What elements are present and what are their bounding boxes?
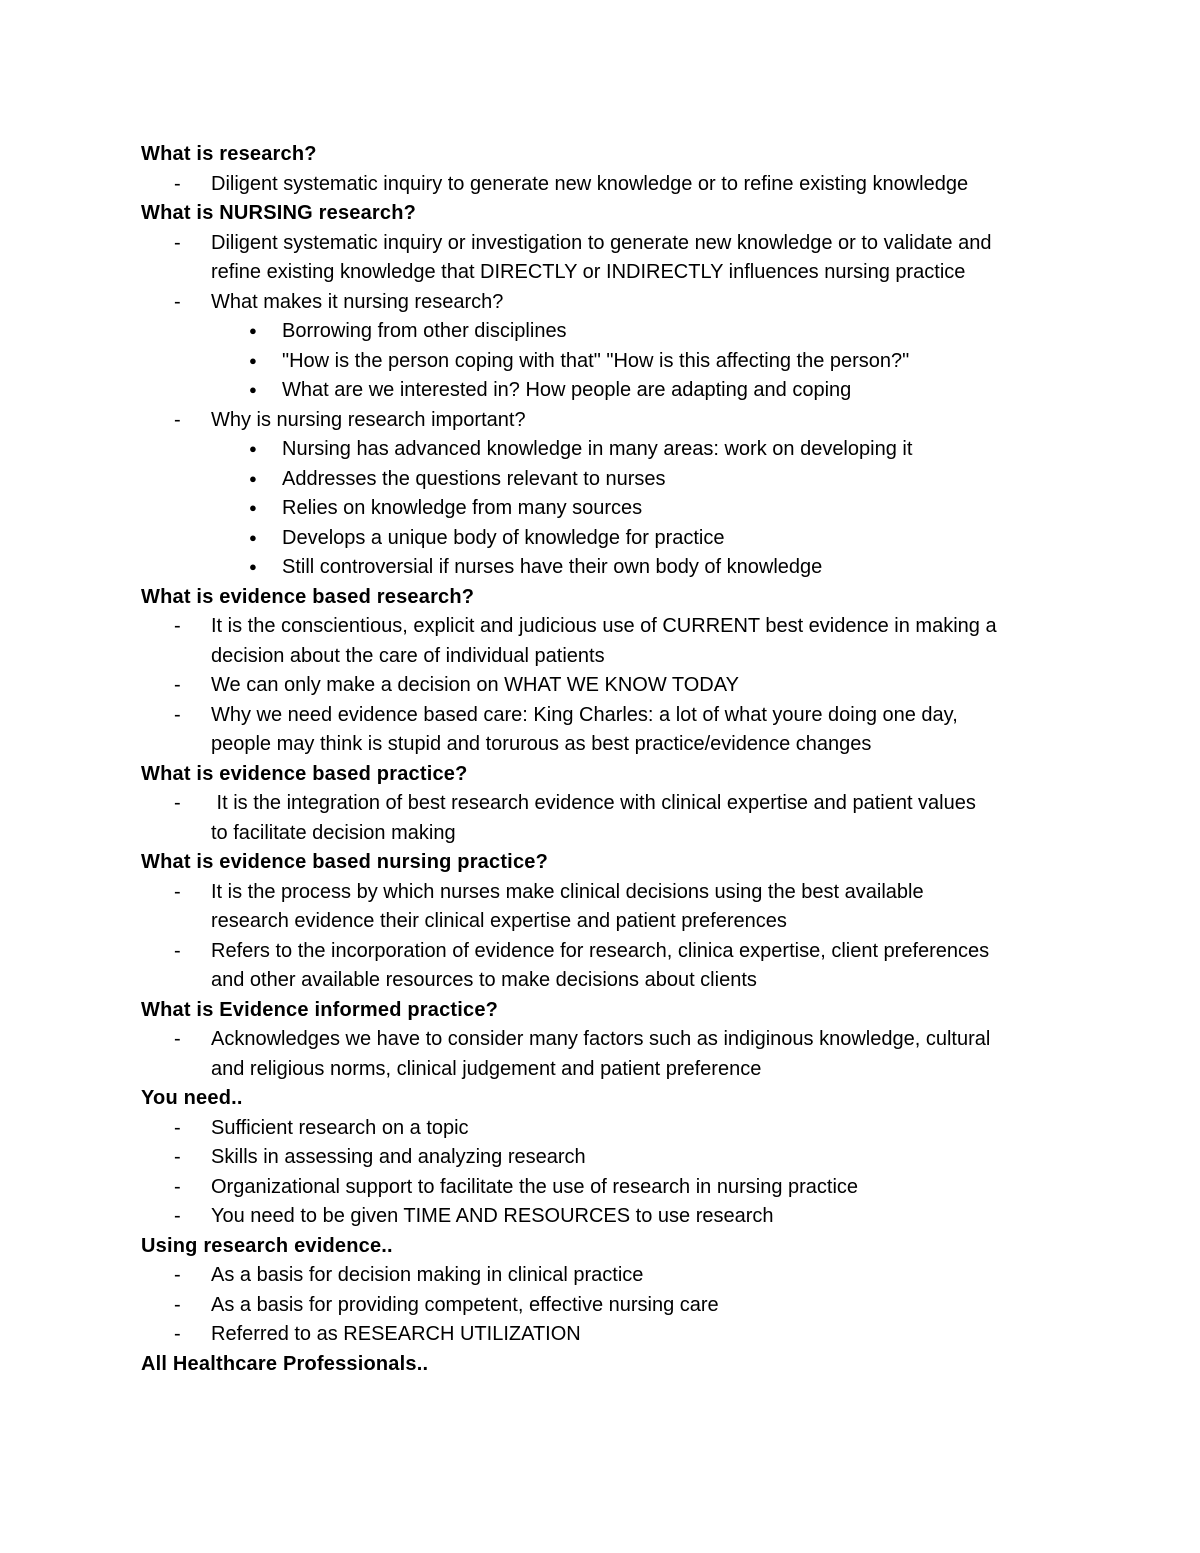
dash-marker: - bbox=[174, 231, 181, 254]
section-heading bbox=[141, 583, 1101, 613]
section-heading bbox=[141, 140, 1101, 170]
line-text: people may think is stupid and torurous as best practice/evidence changes bbox=[211, 733, 872, 755]
line-text: Relies on knowledge from many sources bbox=[282, 497, 643, 519]
heading-text: What is research? bbox=[141, 143, 317, 165]
dash-list-item bbox=[141, 937, 1101, 967]
dash-list-item bbox=[141, 170, 1101, 200]
line-text: and religious norms, clinical judgement and patient preference bbox=[211, 1057, 762, 1080]
bullet-marker: ● bbox=[249, 470, 257, 486]
heading-text: What is NURSING research? bbox=[141, 202, 417, 224]
dash-list-item bbox=[141, 406, 1101, 436]
line-text: It is the process by which nurses make clinical decisions using the best available bbox=[211, 880, 924, 903]
line-text: Why we need evidence based care: King Charles: a lot of what youre doing one day, bbox=[211, 703, 958, 726]
dash-marker: - bbox=[174, 939, 181, 962]
line-text: refine existing knowledge that DIRECTLY or INDIRECTLY influences nursing practice bbox=[211, 261, 966, 283]
line-text: Acknowledges we have to consider many factors such as indiginous knowledge, cultural bbox=[211, 1028, 991, 1050]
section-heading bbox=[141, 848, 1101, 878]
line-text: You need to be given TIME AND RESOURCES to use research bbox=[211, 1205, 774, 1227]
dash-marker: - bbox=[174, 290, 181, 313]
heading-text: What is evidence based research? bbox=[141, 585, 475, 608]
dash-marker: - bbox=[174, 408, 181, 431]
dash-list-item bbox=[141, 878, 1101, 908]
dash-list-item bbox=[141, 789, 1101, 819]
bullet-marker: ● bbox=[249, 441, 257, 456]
line-text: Addresses the questions relevant to nurses bbox=[282, 467, 666, 490]
line-text: decision about the care of individual patients bbox=[211, 644, 605, 667]
dash-list-item bbox=[141, 1320, 1101, 1350]
bullet-list-item bbox=[141, 553, 1101, 583]
section-heading bbox=[141, 1350, 1101, 1380]
dash-marker: - bbox=[174, 880, 181, 903]
section-heading bbox=[141, 1084, 1101, 1114]
bullet-list-item bbox=[141, 347, 1101, 377]
line-text: Borrowing from other disciplines bbox=[282, 320, 567, 342]
bullet-list-item bbox=[141, 376, 1101, 406]
line-text: to facilitate decision making bbox=[211, 821, 456, 844]
line-text: Skills in assessing and analyzing research bbox=[211, 1146, 586, 1168]
section-heading bbox=[141, 996, 1101, 1026]
line-text: As a basis for providing competent, effective nursing care bbox=[211, 1293, 719, 1316]
dash-marker: - bbox=[174, 1175, 181, 1198]
line-text: Diligent systematic inquiry or investigation to generate new knowledge or to validate and bbox=[211, 231, 992, 254]
bullet-marker: ● bbox=[249, 382, 257, 397]
line-text: Still controversial if nurses have their own body of knowledge bbox=[282, 556, 823, 578]
list-item-continuation bbox=[141, 1055, 1101, 1085]
dash-list-item bbox=[141, 701, 1101, 731]
line-text: "How is the person coping with that" "How is this affecting the person?" bbox=[282, 349, 910, 372]
dash-list-item bbox=[141, 229, 1101, 259]
line-text: Diligent systematic inquiry to generate new knowledge or to refine existing knowledge bbox=[211, 172, 969, 195]
list-item-continuation bbox=[141, 642, 1101, 672]
dash-list-item bbox=[141, 1173, 1101, 1203]
bullet-marker: ● bbox=[249, 500, 257, 515]
line-text: It is the conscientious, explicit and judicious use of CURRENT best evidence in making a bbox=[211, 615, 997, 637]
dash-marker: - bbox=[174, 615, 181, 637]
line-text: and other available resources to make decisions about clients bbox=[211, 969, 757, 991]
line-text: Sufficient research on a topic bbox=[211, 1116, 469, 1139]
bullet-list-item bbox=[141, 524, 1101, 554]
bullet-marker: ● bbox=[249, 529, 257, 545]
list-item-continuation bbox=[141, 966, 1101, 996]
heading-text: What is Evidence informed practice? bbox=[141, 998, 499, 1021]
dash-marker: - bbox=[174, 172, 181, 195]
list-item-continuation bbox=[141, 907, 1101, 937]
dash-list-item bbox=[141, 1261, 1101, 1291]
bullet-list-item bbox=[141, 465, 1101, 495]
dash-marker: - bbox=[174, 1146, 181, 1168]
line-text: Referred to as RESEARCH UTILIZATION bbox=[211, 1323, 581, 1345]
list-item-continuation bbox=[141, 819, 1101, 849]
dash-marker: - bbox=[174, 1116, 181, 1139]
line-text: It is the integration of best research evidence with clinical expertise and patient values bbox=[211, 792, 976, 814]
line-text: Why is nursing research important? bbox=[211, 408, 526, 431]
line-text: Refers to the incorporation of evidence for research, clinica expertise, client preferences bbox=[211, 939, 990, 962]
dash-list-item bbox=[141, 288, 1101, 318]
heading-text: All Healthcare Professionals.. bbox=[141, 1352, 429, 1375]
section-heading bbox=[141, 760, 1101, 790]
list-item-continuation bbox=[141, 258, 1101, 288]
dash-marker: - bbox=[174, 1264, 181, 1286]
line-text: What are we interested in? How people are adapting and coping bbox=[282, 379, 852, 401]
heading-text: Using research evidence.. bbox=[141, 1234, 393, 1257]
dash-marker: - bbox=[174, 1293, 181, 1316]
bullet-marker: ● bbox=[249, 323, 257, 338]
dash-marker: - bbox=[174, 674, 181, 696]
dash-marker: - bbox=[174, 1028, 181, 1050]
bullet-list-item bbox=[141, 435, 1101, 465]
dash-list-item bbox=[141, 1025, 1101, 1055]
dash-list-item bbox=[141, 1143, 1101, 1173]
dash-marker: - bbox=[174, 792, 181, 814]
dash-marker: - bbox=[174, 703, 181, 726]
line-text: Nursing has advanced knowledge in many areas: work on developing it bbox=[282, 438, 913, 460]
dash-list-item bbox=[141, 1114, 1101, 1144]
bullet-list-item bbox=[141, 317, 1101, 347]
heading-text: What is evidence based nursing practice? bbox=[141, 851, 549, 873]
document-body bbox=[141, 140, 1101, 1379]
section-heading bbox=[141, 1232, 1101, 1262]
dash-list-item bbox=[141, 612, 1101, 642]
line-text: Develops a unique body of knowledge for practice bbox=[282, 526, 725, 549]
bullet-marker: ● bbox=[249, 559, 257, 574]
heading-text: You need.. bbox=[141, 1087, 243, 1109]
list-item-continuation bbox=[141, 730, 1101, 760]
dash-marker: - bbox=[174, 1323, 181, 1345]
line-text: As a basis for decision making in clinical practice bbox=[211, 1264, 644, 1286]
bullet-list-item bbox=[141, 494, 1101, 524]
line-text: Organizational support to facilitate the use of research in nursing practice bbox=[211, 1175, 859, 1198]
dash-list-item bbox=[141, 1291, 1101, 1321]
line-text: What makes it nursing research? bbox=[211, 290, 504, 313]
bullet-marker: ● bbox=[249, 352, 257, 368]
dash-list-item bbox=[141, 671, 1101, 701]
heading-text: What is evidence based practice? bbox=[141, 762, 468, 785]
line-text: We can only make a decision on WHAT WE KNOW TODAY bbox=[211, 674, 739, 696]
dash-list-item bbox=[141, 1202, 1101, 1232]
section-heading bbox=[141, 199, 1101, 229]
dash-marker: - bbox=[174, 1205, 181, 1227]
line-text: research evidence their clinical expertise and patient preferences bbox=[211, 910, 787, 932]
